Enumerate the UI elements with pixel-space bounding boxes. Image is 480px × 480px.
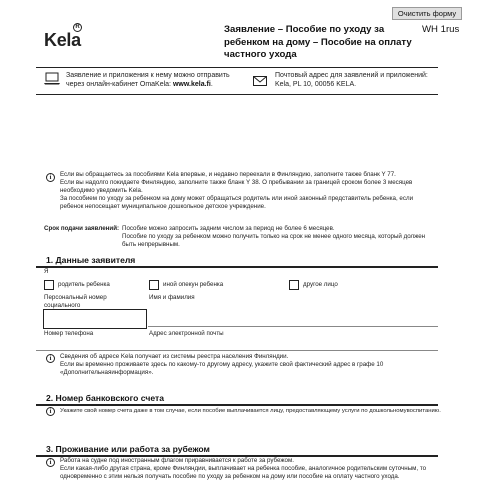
registered-mark-icon: R bbox=[73, 23, 82, 32]
laptop-icon bbox=[44, 72, 60, 85]
postal-info: Почтовый адрес для заявлений и приложений: Kela, PL 10, 00056 KELA. bbox=[275, 72, 428, 88]
kela-logo: Kela bbox=[44, 30, 81, 50]
kela-website-link[interactable]: www.kela.fi bbox=[172, 81, 211, 88]
contact-divider bbox=[36, 94, 438, 95]
name-label: Имя и фамилия bbox=[149, 294, 195, 301]
deadline-text: Пособие можно запросить задним числом за период не более 6 месяцев. Пособие по уходу за ребенком можно получить только на срок не менее одного месяца, который должен быть непрерывным. bbox=[122, 225, 426, 248]
contact-fields-line bbox=[36, 350, 438, 351]
address-info: Сведения об адресе Kela получает из системы реестра населения Финляндии. Если вы временно проживаете здесь по какому-то другому адресу, укажите свой фактический адрес в графе 10 «Дополнительнаяинформация». bbox=[60, 353, 384, 376]
option-other-label: другое лицо bbox=[303, 281, 338, 288]
info-icon: i bbox=[46, 458, 55, 467]
section2-divider bbox=[36, 404, 438, 406]
email-label: Адрес электронной почты bbox=[149, 330, 224, 337]
abroad-info: Работа на судне под иностранным флагом приравнивается к работе за рубежом. Если какая-либо другая страна, кроме Финляндии, выплачивает на ребенка пособие, аналогичное родительским суточным, то одновременно с этим нельзя получать пособие по уходу за ребенком на дому или пособие на оплату частного ухода. bbox=[60, 457, 427, 480]
bank-info: Укажите свой номер счета даже в том случае, если пособие выплачивается лицу, предоставляющему услуги по дошкольномувоспитанию. bbox=[60, 408, 441, 414]
online-info: Заявление и приложения к нему можно отправить через онлайн-кабинет OmaKela: www.kela.fi. bbox=[66, 72, 230, 88]
personal-id-label: Персональный номер социального bbox=[44, 294, 107, 309]
checkbox-parent[interactable] bbox=[44, 280, 54, 290]
phone-label: Номер телефона bbox=[44, 330, 94, 337]
personal-id-field[interactable] bbox=[43, 309, 147, 329]
info-icon: i bbox=[46, 173, 55, 182]
option-guardian-label: иной опекун ребенка bbox=[163, 281, 224, 288]
intro-info: Если вы обращаетесь за пособиями Kela впервые, и недавно переехали в Финляндию, заполните также бланк Y 77. Если вы надолго покидаете Финляндию, заполните также бланк Y 38. О пребывании за границей сроком более 3 месяцев необходимо уведомить Kela. За пособием по уходу за ребенком на дому может обращаться родитель или иной законный представитель ребенка, если ребенок непосещает муниципальное дошкольное детское учреждение. bbox=[60, 171, 414, 210]
section1-divider bbox=[36, 266, 438, 268]
section1-title: 1. Данные заявителя bbox=[46, 255, 136, 265]
form-code: WH 1rus bbox=[422, 24, 460, 35]
form-title: Заявление – Пособие по уходу за ребенком на дому – Пособие на оплату частного ухода bbox=[224, 24, 412, 60]
info-icon: i bbox=[46, 354, 55, 363]
option-parent-label: родитель ребенка bbox=[58, 281, 110, 288]
checkbox-other-person[interactable] bbox=[289, 280, 299, 290]
checkbox-other-guardian[interactable] bbox=[149, 280, 159, 290]
info-icon: i bbox=[46, 407, 55, 416]
clear-form-button[interactable]: Очистить форму bbox=[392, 7, 462, 20]
deadline-label: Срок подачи заявлений: bbox=[44, 225, 120, 232]
section2-title: 2. Номер банковского счета bbox=[46, 393, 164, 403]
section3-title: 3. Проживание или работа за рубежом bbox=[46, 444, 210, 454]
header-divider bbox=[36, 67, 438, 68]
envelope-icon bbox=[253, 73, 267, 83]
i-label: Я bbox=[44, 268, 49, 275]
name-field-line bbox=[148, 326, 438, 327]
